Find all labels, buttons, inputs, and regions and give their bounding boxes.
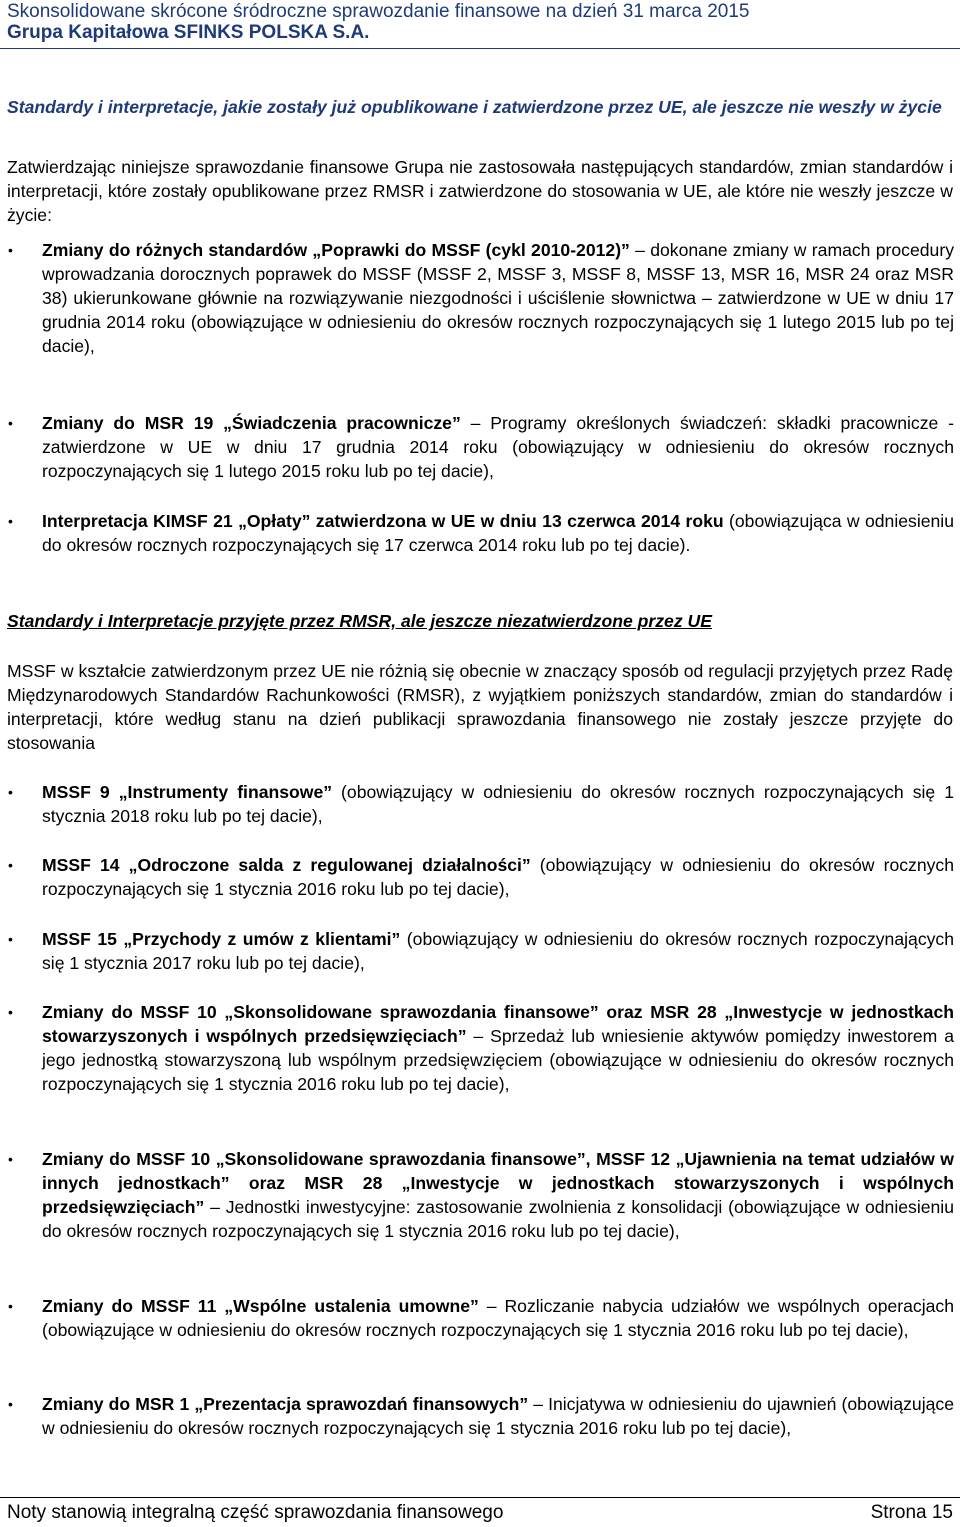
bullet-icon: • — [8, 1004, 13, 1020]
list-item-description: – Jednostki inwestycyjne: zastosowanie zwolnienia z konsolidacji (obowiązujące w odniesieniu do okresów rocznych rozpoczynających się 1 stycznia 2016 roku lub po tej dacie), — [42, 1197, 954, 1241]
page-number: Strona 15 — [870, 1502, 953, 1523]
section-intro-paragraph: MSSF w kształcie zatwierdzonym przez UE nie różnią się obecnie w znaczący sposób od regulacji przyjętych przez Radę Międzynarodowych Standardów Rachunkowości (RMSR), z wyjątkiem poniższych standardów, zmian do standardów i interpretacji, które według stanu na dzień publikacji sprawozdania finansowego nie zostały jeszcze przyjęte do stosowania — [7, 661, 953, 753]
list-item-title: MSSF 15 „Przychody z umów z klientami” — [42, 929, 401, 949]
list-item-text — [42, 853, 954, 901]
list-item-text — [42, 780, 954, 828]
list-item-text — [42, 1147, 954, 1243]
list-item-title: MSSF 9 „Instrumenty finansowe” — [42, 782, 333, 802]
list-item-text — [42, 1392, 954, 1440]
bullet-icon: • — [8, 784, 13, 800]
list-item-text — [42, 927, 954, 975]
bullet-icon: • — [8, 857, 13, 873]
list-item-text — [42, 1294, 954, 1342]
list-item-title: Interpretacja KIMSF 21 „Opłaty” zatwierdzona w UE w dniu 13 czerwca 2014 roku — [42, 511, 724, 531]
list-item-description: – Programy określonych świadczeń: składki pracownicze - zatwierdzone w UE w dniu 17 grudnia 2014 roku (obowiązujący w odniesieniu do okresów rocznych rozpoczynających się 1 lutego 2015 roku lub po tej dacie), — [42, 413, 954, 481]
section-heading-approved-not-effective: Standardy i interpretacje, jakie zostały już opublikowane i zatwierdzone przez UE, ale jeszcze nie weszły w życie — [7, 97, 942, 117]
list-item-title: MSSF 14 „Odroczone salda z regulowanej działalności” — [42, 855, 531, 875]
list-item-title: Zmiany do MSR 1 „Prezentacja sprawozdań finansowych” — [42, 1394, 529, 1414]
list-item-description: – Sprzedaż lub wniesienie aktywów pomiędzy inwestorem a jego jednostką stowarzyszoną lub wspólnym przedsięwzięciem (obowiązujące w odniesieniu do okresów rocznych rozpoczynających się 1 stycznia 2016 roku lub po tej dacie), — [42, 1026, 954, 1094]
list-item-description: (obowiązujący w odniesieniu do okresów rocznych rozpoczynających się 1 stycznia 2016 roku lub po tej dacie), — [42, 855, 955, 899]
company-name: Grupa Kapitałowa SFINKS POLSKA S.A. — [7, 22, 370, 43]
footer-divider — [0, 1497, 960, 1498]
footer-note: Noty stanowią integralną część sprawozdania finansowego — [7, 1502, 504, 1523]
list-item-title: Zmiany do MSSF 10 „Skonsolidowane sprawozdania finansowe”, MSSF 12 „Ujawnienia na temat udziałów w innych jednostkach” oraz MSR 28 „Inwestycje w jednostkach stowarzyszonych i wspólnych przedsięwzięciach” — [42, 1149, 954, 1217]
section-heading-adopted-not-endorsed: Standardy i Interpretacje przyjęte przez RMSR, ale jeszcze niezatwierdzone przez UE — [7, 611, 712, 631]
list-item-title: Zmiany do MSSF 11 „Wspólne ustalenia umowne” — [42, 1296, 479, 1316]
bullet-icon: • — [8, 415, 13, 431]
list-item-text — [42, 509, 954, 557]
header-divider — [0, 48, 960, 49]
bullet-icon: • — [8, 1396, 13, 1412]
list-item-text — [42, 1000, 954, 1096]
list-item-description: – Rozliczanie nabycia udziałów we wspólnych operacjach (obowiązujące w odniesieniu do okresów rocznych rozpoczynających się 1 stycznia 2016 roku lub po tej dacie), — [42, 1296, 954, 1340]
list-item-description: – dokonane zmiany w ramach procedury wprowadzania dorocznych poprawek do MSSF (MSSF 2, MSSF 3, MSSF 8, MSSF 13, MSR 16, MSR 24 oraz MSR 38) ukierunkowane głównie na rozwiązywanie niezgodności i uściślenie słownictwa – zatwierdzone w UE w dniu 17 grudnia 2014 roku (obowiązujące w odniesieniu do okresów rocznych rozpoczynających się 1 lutego 2015 lub po tej dacie), — [42, 240, 954, 356]
list-item-title: Zmiany do MSR 19 „Świadczenia pracownicze” — [42, 413, 461, 433]
list-item-text — [42, 238, 954, 358]
bullet-icon: • — [8, 513, 13, 529]
list-item-title: Zmiany do MSSF 10 „Skonsolidowane sprawozdania finansowe” oraz MSR 28 „Inwestycje w jednostkach stowarzyszonych i wspólnych przedsięwzięciach” — [42, 1002, 954, 1046]
bullet-icon: • — [8, 931, 13, 947]
list-item-title: Zmiany do różnych standardów „Poprawki do MSSF (cykl 2010-2012)” — [42, 240, 630, 260]
bullet-icon: • — [8, 1298, 13, 1314]
list-item-description: (obowiązujący w odniesieniu do okresów rocznych rozpoczynających się 1 stycznia 2017 roku lub po tej dacie), — [42, 929, 954, 973]
bullet-icon: • — [8, 1151, 13, 1167]
list-item-description: (obowiązująca w odniesieniu do okresów rocznych rozpoczynających się 17 czerwca 2014 roku lub po tej dacie). — [42, 511, 954, 555]
list-item-text — [42, 411, 954, 483]
report-title: Skonsolidowane skrócone śródroczne sprawozdanie finansowe na dzień 31 marca 2015 — [7, 1, 750, 22]
list-item-description: (obowiązujący w odniesieniu do okresów rocznych rozpoczynających się 1 stycznia 2018 roku lub po tej dacie), — [42, 782, 954, 826]
list-item-description: – Inicjatywa w odniesieniu do ujawnień (obowiązujące w odniesieniu do okresów rocznych rozpoczynających się 1 stycznia 2016 roku lub po tej dacie), — [42, 1394, 954, 1438]
section-intro-paragraph: Zatwierdzając niniejsze sprawozdanie finansowe Grupa nie zastosowała następujących standardów, zmian standardów i interpretacji, które zostały opublikowane przez RMSR i zatwierdzone do stosowania w UE, ale które nie weszły jeszcze w życie: — [7, 157, 953, 225]
bullet-icon: • — [8, 242, 13, 258]
